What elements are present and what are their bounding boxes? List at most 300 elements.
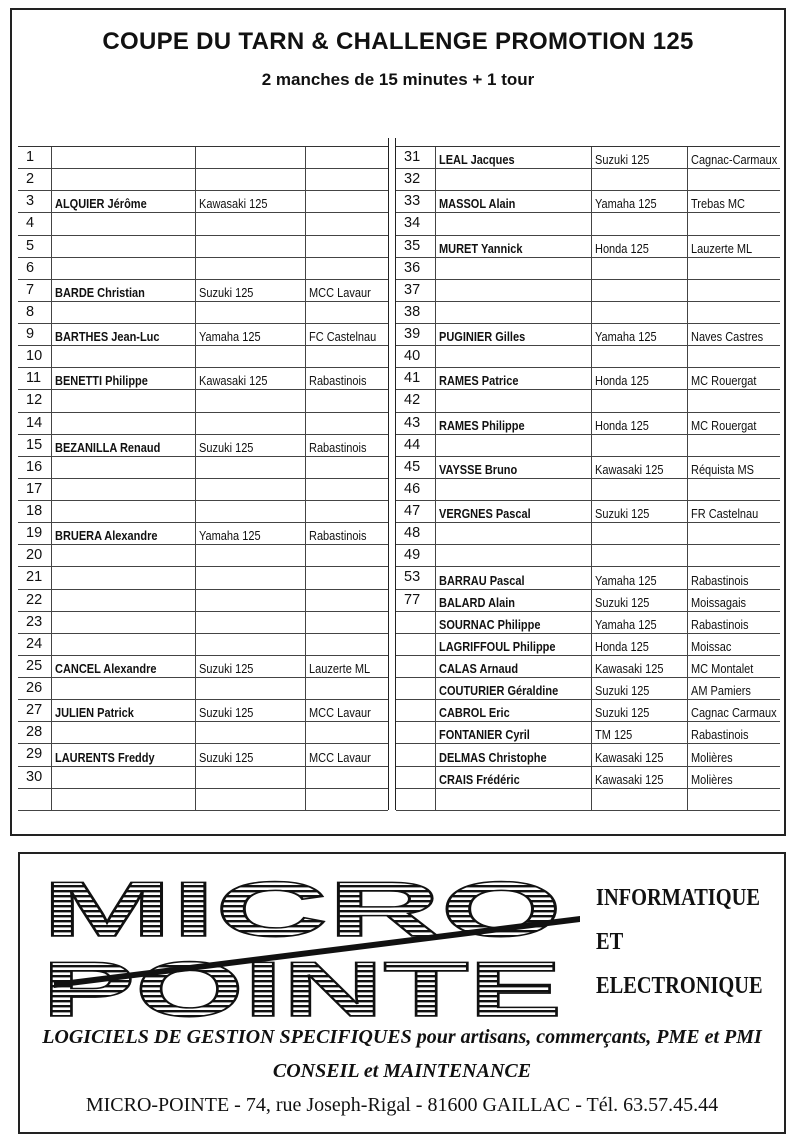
rider-name-cell <box>52 147 196 168</box>
entry-row <box>396 678 780 700</box>
club-cell <box>306 258 388 279</box>
entry-number: 23 <box>26 613 43 630</box>
entry-number-cell <box>18 678 52 699</box>
motorcycle-cell <box>196 280 306 301</box>
entry-number-cell <box>396 479 436 500</box>
club: Molières <box>691 750 733 765</box>
rider-name-cell <box>52 523 196 544</box>
rider-name-cell <box>52 213 196 234</box>
entry-row <box>396 612 780 634</box>
entry-row <box>396 280 780 302</box>
entry-number: 48 <box>404 525 421 542</box>
club-cell <box>306 656 388 677</box>
entry-row <box>18 767 388 789</box>
club-cell <box>306 678 388 699</box>
club-cell <box>306 435 388 456</box>
club-cell <box>306 722 388 743</box>
motorcycle: Kawasaki 125 <box>595 772 664 787</box>
entry-number-cell <box>396 236 436 257</box>
rider-name: BEZANILLA Renaud <box>55 440 161 455</box>
motorcycle: Suzuki 125 <box>595 706 650 721</box>
entry-row <box>18 590 388 612</box>
entry-number: 17 <box>26 480 43 497</box>
entry-number: 19 <box>26 525 43 542</box>
entry-number-cell <box>18 390 52 411</box>
race-entry-sheet <box>10 8 786 836</box>
rider-name-cell <box>436 457 592 478</box>
entry-number-cell <box>396 700 436 721</box>
motorcycle-cell <box>592 147 688 168</box>
motorcycle-cell <box>592 191 688 212</box>
entry-number: 5 <box>26 237 35 254</box>
rider-name-cell <box>436 236 592 257</box>
motorcycle: Suzuki 125 <box>199 662 254 676</box>
motorcycle: Yamaha 125 <box>595 330 657 345</box>
motorcycle-cell <box>592 324 688 345</box>
entry-number-cell <box>396 634 436 655</box>
motorcycle-cell <box>592 346 688 367</box>
rider-name-cell <box>52 789 196 810</box>
entry-number-cell <box>18 191 52 212</box>
motorcycle-cell <box>592 413 688 434</box>
motorcycle-cell <box>196 501 306 522</box>
entry-number-cell <box>18 479 52 500</box>
entry-number: 37 <box>404 281 421 298</box>
entry-number: 46 <box>404 480 421 497</box>
motorcycle-cell <box>592 479 688 500</box>
entry-row <box>18 169 388 191</box>
motorcycle-cell <box>592 612 688 633</box>
ad-software-rest: pour artisans, commerçants, PME et PMI <box>411 1026 762 1048</box>
motorcycle: Honda 125 <box>595 418 649 433</box>
entry-row <box>18 236 388 258</box>
motorcycle-cell <box>196 656 306 677</box>
club: Cagnac-Carmaux <box>691 153 778 168</box>
club-cell <box>306 501 388 522</box>
entry-number-cell <box>396 413 436 434</box>
club: Rabastinois <box>691 728 749 743</box>
entry-number: 15 <box>26 436 43 453</box>
entry-number-cell <box>396 213 436 234</box>
rider-name: DELMAS Christophe <box>439 750 547 765</box>
entry-number-cell <box>18 302 52 323</box>
entry-number-cell <box>18 368 52 389</box>
rider-name-cell <box>436 590 592 611</box>
entry-row <box>396 590 780 612</box>
entry-number: 41 <box>404 370 421 387</box>
entry-number: 39 <box>404 326 421 343</box>
club-cell <box>306 236 388 257</box>
club-cell <box>688 390 780 411</box>
rider-name-cell <box>52 324 196 345</box>
rider-name-cell <box>436 523 592 544</box>
entry-number-cell <box>396 678 436 699</box>
entry-row <box>396 634 780 656</box>
entry-number: 10 <box>26 348 43 365</box>
club: Molières <box>691 772 733 787</box>
motorcycle: Kawasaki 125 <box>595 750 664 765</box>
entry-row <box>396 722 780 744</box>
ad-software-bold: LOGICIELS DE GESTION SPECIFIQUES <box>42 1026 412 1048</box>
rider-name: VAYSSE Bruno <box>439 462 518 477</box>
entry-row <box>18 700 388 722</box>
rider-name-cell <box>436 501 592 522</box>
rider-name-cell <box>52 435 196 456</box>
entry-number-cell <box>396 767 436 788</box>
rider-name-cell <box>52 700 196 721</box>
entry-number-cell <box>18 567 52 588</box>
club-cell <box>688 368 780 389</box>
club-cell <box>688 413 780 434</box>
entry-row <box>18 390 388 412</box>
entry-number-cell <box>18 656 52 677</box>
entry-row <box>396 567 780 589</box>
entry-number: 32 <box>404 171 421 188</box>
entry-number-cell <box>396 147 436 168</box>
club: Lauzerte ML <box>691 241 753 256</box>
rider-name-cell <box>436 213 592 234</box>
club-cell <box>688 590 780 611</box>
club: FR Castelnau <box>691 507 759 522</box>
entry-number: 43 <box>404 414 421 431</box>
motorcycle-cell <box>196 324 306 345</box>
entry-number: 35 <box>404 237 421 254</box>
club-cell <box>306 324 388 345</box>
motorcycle-cell <box>196 678 306 699</box>
rider-name: RAMES Philippe <box>439 418 525 433</box>
club-cell <box>688 634 780 655</box>
motorcycle-cell <box>196 346 306 367</box>
motorcycle-cell <box>196 435 306 456</box>
rider-name-cell <box>436 700 592 721</box>
entry-row <box>18 634 388 656</box>
rider-name-cell <box>436 191 592 212</box>
entry-row <box>396 169 780 191</box>
ad-consulting-line: CONSEIL et MAINTENANCE <box>272 1060 532 1082</box>
entry-row <box>18 258 388 280</box>
club-cell <box>306 457 388 478</box>
club-cell <box>306 280 388 301</box>
entry-row <box>396 523 780 545</box>
ad-service-line: ELECTRONIQUE <box>596 973 763 999</box>
rider-name-cell <box>52 346 196 367</box>
entry-number: 53 <box>404 569 421 586</box>
entry-number-cell <box>18 236 52 257</box>
ad-services <box>596 876 763 1008</box>
club-cell <box>688 346 780 367</box>
club: Trebas MC <box>691 197 745 212</box>
club-cell <box>688 656 780 677</box>
rider-name: PUGINIER Gilles <box>439 330 526 345</box>
motorcycle-cell <box>196 567 306 588</box>
entry-row <box>396 346 780 368</box>
rider-name-cell <box>436 413 592 434</box>
rider-name: RAMES Patrice <box>439 374 519 389</box>
motorcycle-cell <box>592 302 688 323</box>
entry-number-cell <box>396 302 436 323</box>
club-cell <box>688 678 780 699</box>
club-cell <box>688 767 780 788</box>
motorcycle: Honda 125 <box>595 374 649 389</box>
club-cell <box>306 213 388 234</box>
entry-number-cell <box>18 612 52 633</box>
entry-number-cell <box>396 501 436 522</box>
entry-number: 36 <box>404 259 421 276</box>
ad-software-line <box>20 1026 784 1049</box>
entry-number-cell <box>18 634 52 655</box>
column-separator <box>388 138 396 810</box>
rider-name: CRAIS Frédéric <box>439 772 520 787</box>
club-cell <box>688 501 780 522</box>
rider-name-cell <box>436 302 592 323</box>
club-cell <box>688 147 780 168</box>
rider-name: BARRAU Pascal <box>439 573 525 588</box>
entry-row <box>396 435 780 457</box>
entry-number: 22 <box>26 591 43 608</box>
motorcycle-cell <box>592 722 688 743</box>
club-cell <box>688 302 780 323</box>
entry-number: 9 <box>26 326 35 343</box>
rider-name-cell <box>436 612 592 633</box>
club-cell <box>688 523 780 544</box>
entry-number: 77 <box>404 591 421 608</box>
motorcycle-cell <box>196 789 306 810</box>
entry-row <box>396 390 780 412</box>
club: MCC Lavaur <box>309 285 371 300</box>
motorcycle-cell <box>592 523 688 544</box>
motorcycle: Suzuki 125 <box>595 595 650 610</box>
entry-number-cell <box>18 413 52 434</box>
club-cell <box>306 346 388 367</box>
motorcycle: TM 125 <box>595 728 633 743</box>
rider-name-cell <box>52 744 196 765</box>
motorcycle-cell <box>196 744 306 765</box>
entry-row <box>18 346 388 368</box>
entry-number: 3 <box>26 193 35 210</box>
rider-name-cell <box>436 324 592 345</box>
entry-number-cell <box>396 435 436 456</box>
club: Rabastinois <box>691 573 749 588</box>
rider-name: LAURENTS Freddy <box>55 750 155 765</box>
entry-row <box>18 567 388 589</box>
rider-name-cell <box>436 169 592 190</box>
club: AM Pamiers <box>691 684 751 699</box>
rider-name-cell <box>52 612 196 633</box>
rider-name-cell <box>52 258 196 279</box>
entry-row <box>18 302 388 324</box>
motorcycle: Yamaha 125 <box>199 529 261 544</box>
motorcycle: Suzuki 125 <box>595 507 650 522</box>
motorcycle-cell <box>592 656 688 677</box>
entry-number-cell <box>396 324 436 345</box>
rider-name-cell <box>52 368 196 389</box>
entry-number-cell <box>18 258 52 279</box>
rider-name: MASSOL Alain <box>439 197 516 212</box>
rider-name-cell <box>436 280 592 301</box>
entry-number-cell <box>18 280 52 301</box>
motorcycle-cell <box>196 590 306 611</box>
entry-row <box>396 789 780 811</box>
entry-number: 42 <box>404 392 421 409</box>
rider-name-cell <box>52 236 196 257</box>
entry-row <box>396 324 780 346</box>
entry-number: 47 <box>404 503 421 520</box>
entry-number: 11 <box>26 370 42 387</box>
rider-name-cell <box>436 767 592 788</box>
entry-row <box>18 479 388 501</box>
entry-number: 4 <box>26 215 35 232</box>
entry-row <box>396 545 780 567</box>
club-cell <box>306 612 388 633</box>
motorcycle-cell <box>592 390 688 411</box>
club-cell <box>306 634 388 655</box>
entry-number: 2 <box>26 171 35 188</box>
entry-number-cell <box>396 567 436 588</box>
entry-number: 24 <box>26 635 43 652</box>
rider-name-cell <box>52 590 196 611</box>
logo-top-word: MICRO <box>42 870 562 953</box>
entry-number: 1 <box>26 149 35 166</box>
entry-number: 6 <box>26 259 35 276</box>
rider-name-cell <box>436 147 592 168</box>
motorcycle: Kawasaki 125 <box>199 374 268 389</box>
entry-number: 16 <box>26 458 43 475</box>
motorcycle-cell <box>196 634 306 655</box>
motorcycle-cell <box>196 722 306 743</box>
club: MC Rouergat <box>691 418 757 433</box>
entry-row <box>396 302 780 324</box>
entry-row <box>396 656 780 678</box>
motorcycle-cell <box>196 368 306 389</box>
club-cell <box>688 191 780 212</box>
club: Rabastinois <box>691 617 749 632</box>
entry-number: 34 <box>404 215 421 232</box>
entry-number-cell <box>396 523 436 544</box>
motorcycle-cell <box>196 700 306 721</box>
rider-name-cell <box>52 722 196 743</box>
ad-service-line: ET <box>596 929 624 955</box>
club-cell <box>688 169 780 190</box>
entry-row <box>18 678 388 700</box>
club: Rabastinois <box>309 529 367 544</box>
motorcycle-cell <box>592 545 688 566</box>
entry-number-cell <box>18 744 52 765</box>
rider-name-cell <box>52 634 196 655</box>
entry-number: 44 <box>404 436 421 453</box>
club-cell <box>306 390 388 411</box>
motorcycle: Yamaha 125 <box>199 330 261 345</box>
rider-name: CANCEL Alexandre <box>55 662 157 676</box>
rider-name-cell <box>52 413 196 434</box>
club: Lauzerte ML <box>309 662 371 676</box>
rider-name-cell <box>52 302 196 323</box>
entry-number-cell <box>18 435 52 456</box>
entry-row <box>396 767 780 789</box>
rider-name: LEAL Jacques <box>439 153 515 168</box>
motorcycle: Suzuki 125 <box>595 684 650 699</box>
club-cell <box>306 479 388 500</box>
entry-number: 18 <box>26 503 43 520</box>
entry-number: 30 <box>26 768 43 785</box>
entry-number-cell <box>18 590 52 611</box>
club-cell <box>688 236 780 257</box>
motorcycle-cell <box>196 390 306 411</box>
entry-number-cell <box>18 722 52 743</box>
rider-name: LAGRIFFOUL Philippe <box>439 639 556 654</box>
rider-name: JULIEN Patrick <box>55 706 134 721</box>
entry-number-cell <box>18 213 52 234</box>
club-cell <box>688 567 780 588</box>
entry-row <box>18 280 388 302</box>
entry-number: 21 <box>26 569 43 586</box>
club-cell <box>306 147 388 168</box>
club-cell <box>688 280 780 301</box>
club-cell <box>688 479 780 500</box>
rider-name-cell <box>436 258 592 279</box>
entry-number-cell <box>396 744 436 765</box>
club-cell <box>688 722 780 743</box>
motorcycle-cell <box>592 280 688 301</box>
rider-name-cell <box>436 656 592 677</box>
motorcycle-cell <box>592 213 688 234</box>
entry-number: 20 <box>26 547 43 564</box>
motorcycle-cell <box>196 147 306 168</box>
club: FC Castelnau <box>309 330 377 345</box>
club-cell <box>306 302 388 323</box>
entry-row <box>18 523 388 545</box>
entry-row <box>396 501 780 523</box>
motorcycle-cell <box>592 258 688 279</box>
motorcycle: Suzuki 125 <box>199 440 254 455</box>
ad-address-line: MICRO-POINTE - 74, rue Joseph-Rigal - 81600 GAILLAC - Tél. 63.57.45.44 <box>85 1094 719 1116</box>
entry-number-cell <box>18 767 52 788</box>
motorcycle: Kawasaki 125 <box>595 662 664 676</box>
entry-row <box>396 413 780 435</box>
ad-service-line: INFORMATIQUE <box>596 885 760 911</box>
entry-number-cell <box>396 789 436 810</box>
rider-name-cell <box>436 567 592 588</box>
entry-row <box>396 258 780 280</box>
entry-row <box>18 435 388 457</box>
motorcycle-cell <box>592 767 688 788</box>
club-cell <box>688 744 780 765</box>
entry-row <box>396 744 780 766</box>
entry-number-cell <box>18 457 52 478</box>
entry-row <box>396 236 780 258</box>
club-cell <box>306 567 388 588</box>
club: Naves Castres <box>691 330 764 345</box>
rider-name-cell <box>436 368 592 389</box>
advertisement <box>18 852 786 1134</box>
motorcycle-cell <box>196 191 306 212</box>
rider-name-cell <box>436 346 592 367</box>
entry-row <box>18 413 388 435</box>
entry-number: 27 <box>26 702 43 719</box>
club-cell <box>688 213 780 234</box>
entry-number-cell <box>396 545 436 566</box>
rider-name-cell <box>436 390 592 411</box>
motorcycle-cell <box>196 258 306 279</box>
club-cell <box>306 767 388 788</box>
motorcycle: Yamaha 125 <box>595 617 657 632</box>
rider-name: VERGNES Pascal <box>439 507 531 522</box>
entry-number-cell <box>396 191 436 212</box>
entry-number-cell <box>396 457 436 478</box>
motorcycle-cell <box>592 501 688 522</box>
rider-name-cell <box>436 722 592 743</box>
entry-number: 26 <box>26 680 43 697</box>
club-cell <box>306 413 388 434</box>
